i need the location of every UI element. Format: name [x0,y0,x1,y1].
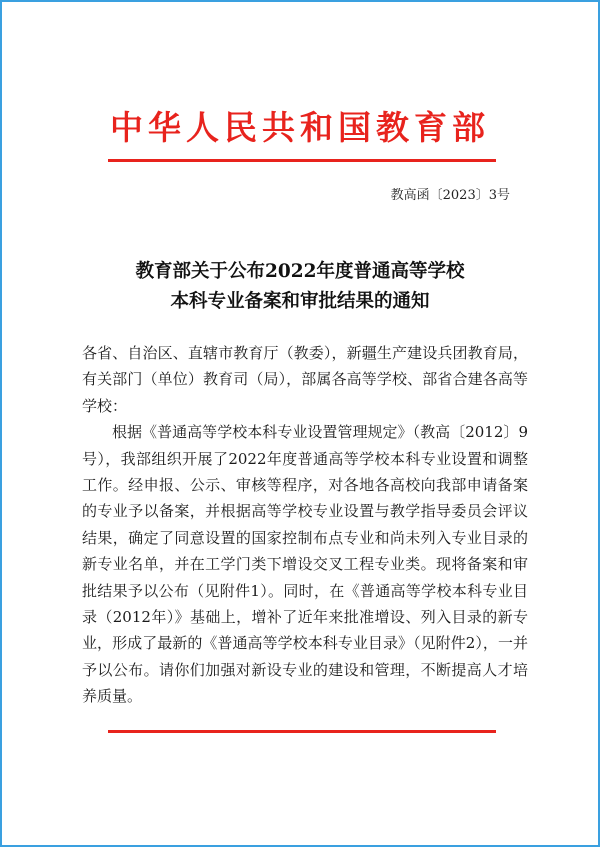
notice-title [2,257,598,317]
document-number: 教高函〔2023〕3号 [390,188,510,203]
notice-body [82,340,528,710]
issuing-authority-header: 中华人民共和国教育部 [110,108,490,147]
notice-title-line-2: 本科专业备案和审批结果的通知 [170,291,430,312]
notice-title-line-1: 教育部关于公布2022年度普通高等学校 [135,261,465,282]
red-divider-line-bottom [108,730,496,733]
salutation: 各省、自治区、直辖市教育厅（教委），新疆生产建设兵团教育局，有关部门（单位）教育司（局），部属各高等学校、部省合建各高等学校： [82,344,528,415]
body-paragraph: 根据《普通高等学校本科专业设置管理规定》（教高〔2012〕9号），我部组织开展了2022年度普通高等学校本科专业设置和调整工作。经申报、公示、审核等程序，对各地各高校向我部申请备案的专业予以备案，并根据高等学校专业设置与教学指导委员会评议结果，确定了同意设置的国家控制布点专业和尚未列入专业目录的新专业名单，并在工学门类下增设交叉工程专业类。现将备案和审批结果予以公布（见附件1）。同时，在《普通高等学校本科专业目录（2012年）》基础上，增补了近年来批准增设、列入目录的新专业，形成了最新的《普通高等学校本科专业目录》（见附件2），一并予以公布。请你们加强对新设专业的建设和管理，不断提高人才培养质量。 [82,423,528,706]
red-divider-line-top [108,159,496,162]
